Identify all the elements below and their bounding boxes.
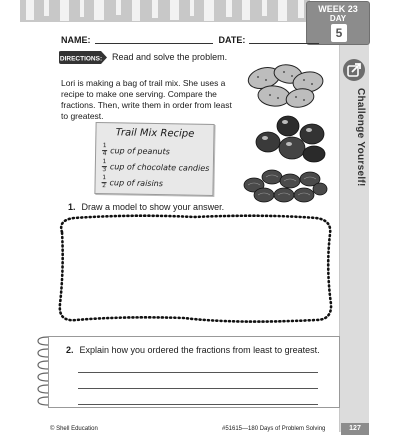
answer-line[interactable]: [78, 372, 318, 373]
challenge-yourself-label: Challenge Yourself!: [355, 88, 366, 187]
pencil-border-decoration: [20, 0, 310, 22]
chocolate-candies-icon: [252, 112, 330, 164]
question-1-number: 1.: [68, 202, 76, 212]
name-label: NAME:: [61, 35, 91, 45]
answer-line[interactable]: [78, 404, 318, 405]
page-number: 127: [341, 423, 369, 435]
directions-text: Read and solve the problem.: [112, 52, 228, 62]
day-number: 5: [331, 24, 347, 42]
recipe-item-raisins: $\frac{1}{2}$ cup of raisins: [102, 174, 164, 190]
recipe-item-peanuts: $\frac{1}{4}$ cup of peanuts: [102, 142, 170, 158]
day-label: DAY: [329, 14, 347, 23]
raisins-icon: [240, 165, 328, 207]
fraction: $\frac{1}{4}$: [102, 142, 107, 158]
fraction: $\frac{1}{3}$: [102, 158, 107, 174]
fraction: $\frac{1}{2}$: [102, 174, 107, 190]
question-2-text: Explain how you ordered the fractions from least to greatest.: [79, 345, 320, 355]
question-2-number: 2.: [66, 345, 74, 355]
date-label: DATE:: [218, 35, 246, 45]
question-1: [68, 202, 224, 212]
answer-line[interactable]: [78, 388, 318, 389]
recipe-item-chocolate: $\frac{1}{3}$ cup of chocolate candies: [102, 158, 210, 174]
directions-badge: [58, 50, 108, 65]
drawing-area[interactable]: [54, 212, 336, 326]
peanuts-icon: [244, 60, 328, 110]
name-field[interactable]: [95, 34, 213, 44]
recipe-title: Trail Mix Recipe: [115, 127, 195, 140]
question-1-text: Draw a model to show your answer.: [81, 202, 225, 212]
name-date-row: [61, 34, 319, 45]
question-2: [66, 345, 320, 355]
footer-book-title: #51615—180 Days of Problem Solving: [222, 426, 326, 432]
date-field[interactable]: [249, 34, 319, 44]
week-label: WEEK 23: [318, 4, 358, 14]
problem-text: Lori is making a bag of trail mix. She uses a recipe to make one serving. Compare the fractions. Then, write them in order from least to greatest.: [61, 78, 232, 121]
directions-badge-text: DIRECTIONS:: [59, 55, 103, 63]
arrow-out-of-box-icon: [342, 58, 366, 82]
recipe-card: [94, 122, 214, 196]
footer-copyright: © Shell Education: [50, 426, 98, 432]
